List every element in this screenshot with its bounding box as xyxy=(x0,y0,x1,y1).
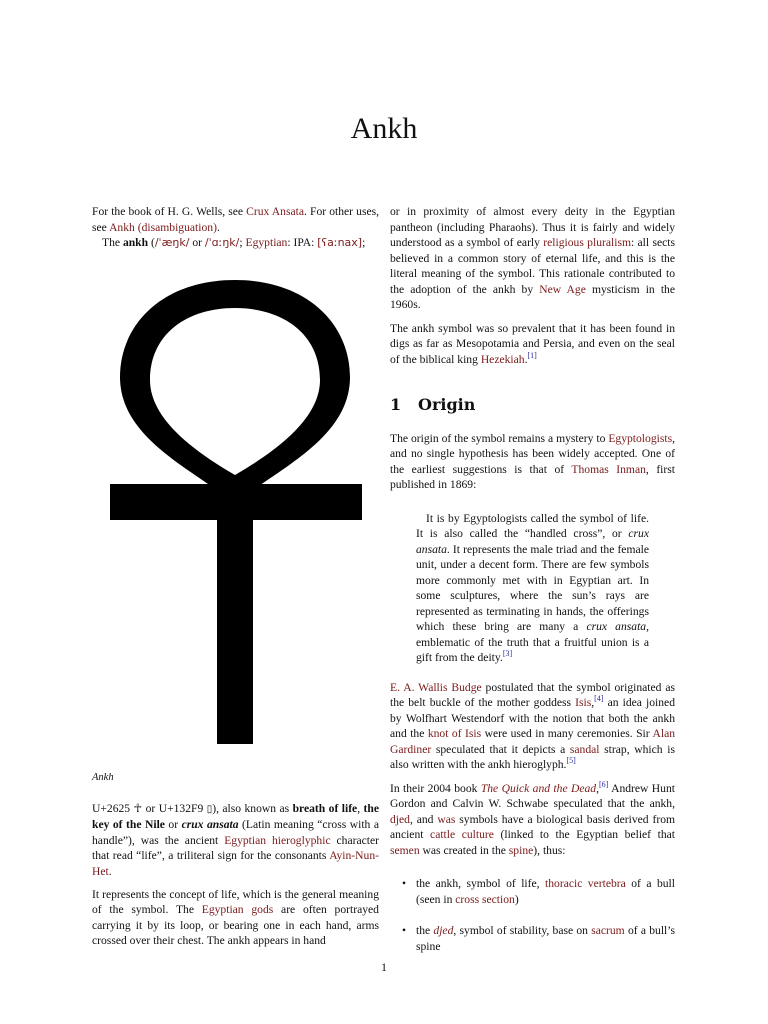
link-was[interactable]: was xyxy=(437,812,456,826)
section-heading-origin xyxy=(390,397,675,413)
term-ankh: ankh xyxy=(122,236,149,249)
link-knot-of-isis[interactable]: knot of Isis xyxy=(427,727,482,740)
bullet-list xyxy=(390,876,675,954)
link-hezekiah[interactable]: Hezekiah xyxy=(480,352,525,366)
inman-quote: It is by Egyptologists called the symbol of life. It is also called the “handled cross”, or crux ansata. It represents the male triad and the female unit, under a decent form. There are few symbols more commonly met with in Egyptian art. In some sculptures, where the sun’s rays are represented as terminating in hands, the offerings which these bring are many a crux ansata, emblematic of the truth that a fruitful union is a gift from the deity.[3] xyxy=(416,511,650,664)
right-column xyxy=(390,204,675,970)
link-egyptian-hieroglyphic[interactable]: Egyptian hieroglyphic xyxy=(224,833,331,847)
page-number: 1 xyxy=(381,960,387,974)
page-title: Ankh xyxy=(350,112,418,145)
paragraph-pluralism: or in proximity of almost every deity in the Egyptian pantheon (including Pharaohs). Thus it is fairly and widely understood as a symbol of early religious pluralism: all sects believed in a common story of eternal life, and this is the literal meaning of the symbol. This rationale contributed to the adoption of the ankh by New Age mysticism in the 1960s. xyxy=(390,205,675,311)
list-item: • the ankh, symbol of life, thoracic vertebra of a bull (seen in cross section) xyxy=(390,876,675,907)
concept-paragraph: It represents the concept of life, which is the general meaning of the symbol. The Egyptian gods are often portrayed carrying it by its loop, or bearing one in each hand, arms crossed over their chest. The ankh appears in hand xyxy=(92,888,379,948)
link-ayin-nun-het[interactable]: Ayin-Nun-Het xyxy=(92,849,379,878)
link-thomas-inman[interactable]: Thomas Inman xyxy=(571,462,646,476)
paragraph-origin: The origin of the symbol remains a mystery to Egyptologists, and no single hypothesis has been widely accepted. One of the earliest suggestions is that of Thomas Inman, first published in 1869: xyxy=(390,431,675,491)
link-ipa-2[interactable]: /ˈɑːŋk/ xyxy=(204,236,240,249)
link-egyptian-gods[interactable]: Egyptian gods xyxy=(201,903,274,917)
hatnote: For the book of H. G. Wells, see Crux Ansata. For other uses, see Ankh (disambiguation). xyxy=(92,205,380,234)
link-sandal[interactable]: sandal xyxy=(569,742,600,756)
link-alan-gardiner[interactable]: Alan Gardiner xyxy=(390,727,676,756)
link-thoracic-vertebra[interactable]: thoracic vertebra xyxy=(545,877,626,890)
section-title: Origin xyxy=(418,395,476,414)
link-wallis-budge[interactable]: E. A. Wallis Budge xyxy=(390,680,482,694)
paragraph-quick-and-dead: In their 2004 book The Quick and the Dead,[6] Andrew Hunt Gordon and Calvin W. Schwabe speculated that the ankh, djed, and was symbols have a biological basis derived from ancient cattle culture (linked to the Egyptian belief that semen was created in the spine), thus: xyxy=(390,779,676,857)
link-isis[interactable]: Isis xyxy=(575,696,592,709)
section-number: 1 xyxy=(390,395,402,414)
paragraph-prevalence: The ankh symbol was so prevalent that it has been found in digs as far as Mesopotamia and Persia, and even on the seal of the biblical king Hezekiah.[1] xyxy=(390,321,675,366)
left-column-body xyxy=(92,801,379,957)
link-spine[interactable]: spine xyxy=(508,843,534,857)
reference-6[interactable]: [6] xyxy=(599,779,609,789)
intro-paragraph: U+2625 ☥ or U+132F9 ▯), also known as breath of life, the key of the Nile or crux ansata (Latin meaning “cross with a handle”), was the ancient Egyptian hieroglyphic character that read “life”, a triliteral sign for the consonants Ayin-Nun-Het. xyxy=(92,802,380,878)
ankh-symbol-icon xyxy=(92,280,379,750)
link-religious-pluralism[interactable]: religious pluralism xyxy=(543,236,631,249)
ankh-image xyxy=(92,280,379,750)
link-ipa-1[interactable]: /ˈæŋk/ xyxy=(154,236,190,249)
reference-4[interactable]: [4] xyxy=(594,694,604,704)
missing-glyph-icon: ▯ xyxy=(206,804,213,815)
reference-1[interactable]: [1] xyxy=(527,350,537,360)
link-sacrum[interactable]: sacrum xyxy=(591,924,625,937)
image-caption: Ankh xyxy=(92,772,114,783)
paragraph-budge: E. A. Wallis Budge postulated that the symbol originated as the belt buckle of the mother goddess Isis,[4] an idea joined by Wolfhart Westendorf with the notion that both the ankh and the knot of Isis were used in many ceremonies. Sir Alan Gardiner speculated that it depicts a sandal strap, which is also written with the ankh hieroglyph.[5] xyxy=(390,680,676,771)
list-item: • the djed, symbol of stability, base on sacrum of a bull’s spine xyxy=(390,923,675,954)
left-column xyxy=(92,204,379,259)
link-cattle-culture[interactable]: cattle culture xyxy=(430,828,494,841)
reference-3[interactable]: [3] xyxy=(502,649,513,659)
reference-5[interactable]: [5] xyxy=(566,756,576,766)
link-djed-symbol[interactable]: djed xyxy=(433,924,454,937)
link-semen[interactable]: semen xyxy=(390,843,420,857)
link-ankh-disambiguation[interactable]: Ankh (disambiguation) xyxy=(109,220,217,234)
link-quick-and-the-dead[interactable]: The Quick and the Dead xyxy=(480,781,597,795)
link-cross-section[interactable]: cross section xyxy=(455,892,515,906)
link-egyptologists[interactable]: Egyptologists xyxy=(608,431,673,445)
link-ipa-egyptian[interactable]: [ʕaːnax] xyxy=(317,236,363,249)
link-new-age[interactable]: New Age xyxy=(539,282,586,296)
link-crux-ansata[interactable]: Crux Ansata xyxy=(246,205,304,218)
link-egyptian[interactable]: Egyptian xyxy=(245,236,288,249)
link-djed[interactable]: djed xyxy=(390,812,410,826)
pronunciation-line: The ankh (/ˈæŋk/ or /ˈɑːŋk/; Egyptian: IPA: [ʕaːnax]; xyxy=(102,236,366,249)
